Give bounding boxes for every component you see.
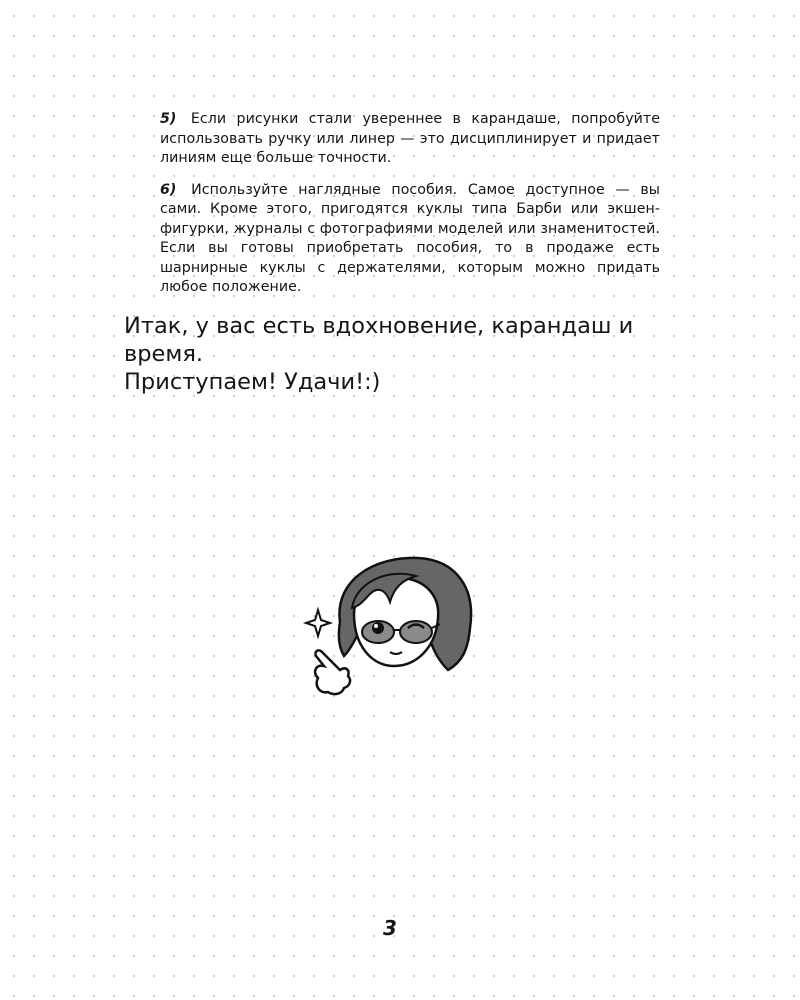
open-eye [372, 622, 384, 634]
closing-line-2: Приступаем! Удачи!:) [124, 369, 381, 395]
eye-highlight [374, 624, 378, 628]
closing-line-1: Итак, у вас есть вдохновение, карандаш и время. [124, 313, 634, 367]
tip-6-text: Используйте наглядные пособия. Самое доступное — вы сами. Кроме этого, пригодятся куклы типа Барби или экшен-фигурки, журналы с фотографиями моделей или знаменитостей. Если вы готовы приобретать пособия, то в продаже есть шарнирные куклы с держателями, которым можно придать любое положение. [160, 181, 660, 295]
tip-5-number: 5) [160, 111, 177, 127]
tip-5 [160, 110, 660, 169]
closing-paragraph [124, 312, 684, 396]
winking-girl-illustration [298, 548, 488, 700]
sparkle-icon [306, 610, 330, 636]
tip-6-number: 6) [160, 181, 177, 198]
tip-6 [160, 181, 660, 298]
page-number: 3 [383, 916, 397, 940]
tip-5-text: Если рисунки стали увереннее в карандаше, попробуйте использовать ручку или линер — это дисциплинирует и придает линиям еще больше точности. [160, 111, 661, 166]
tips-list [160, 110, 660, 310]
